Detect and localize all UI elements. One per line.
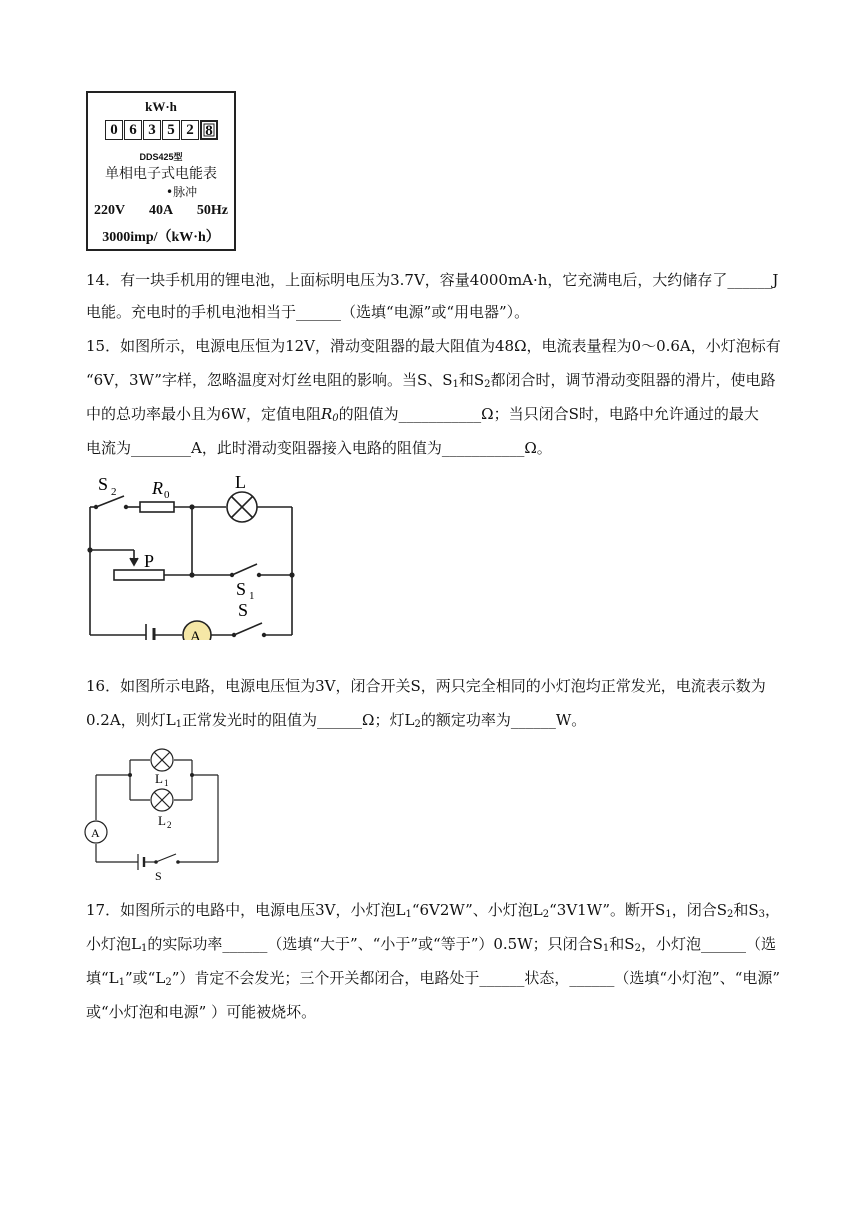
label-r0: R — [152, 478, 163, 498]
label-l1-sub: 1 — [164, 778, 169, 788]
q16-text: 0.2A，则灯L — [86, 711, 176, 729]
label-switch-s: S — [155, 869, 162, 882]
subscript: 2 — [484, 379, 491, 390]
q17-text: 17．如图所示的电路中，电源电压3V，小灯泡L — [86, 901, 406, 919]
r0-symbol: R — [320, 405, 333, 423]
meter-type: 单相电子式电能表 — [105, 166, 217, 182]
meter-pulse-indicator: •脉冲 — [166, 185, 198, 199]
question-15-line-3 — [86, 404, 786, 424]
circuit-diagram-15 — [82, 470, 302, 640]
subscript: 1 — [140, 943, 148, 954]
switch-s-blade — [234, 623, 262, 635]
circuit-diagram-16 — [82, 742, 232, 882]
label-lamp: L — [235, 472, 246, 492]
q17-text: ， — [765, 901, 781, 919]
meter-digit: 3 — [143, 120, 161, 140]
question-17-line-2 — [86, 934, 786, 954]
meter-voltage: 220V — [94, 203, 126, 218]
q17-text: 的实际功率______（选填“大于”、“小于”或“等于”）0.5W；只闭合S — [147, 935, 603, 953]
label-r0-sub: 0 — [164, 489, 170, 501]
meter-current: 40A — [148, 203, 174, 218]
meter-digits — [105, 120, 221, 142]
subscript: 1 — [602, 943, 610, 954]
question-14-line-1: 14．有一块手机用的锂电池，上面标明电压为3.7V，容量4000mA·h，它充满电后，大约储存了______J — [86, 271, 779, 289]
question-16-line-1: 16．如图所示电路，电源电压恒为3V，闭合开关S，两只完全相同的小灯泡均正常发光，电流表示数为 — [86, 677, 766, 695]
q16-text: 的额定功率为______W。 — [420, 711, 587, 729]
label-ammeter: A — [91, 826, 100, 840]
subscript: 2 — [414, 719, 421, 730]
subscript: 0 — [332, 413, 339, 424]
label-l1: L — [155, 771, 163, 786]
q17-text: “6V2W”、小灯泡L — [411, 901, 543, 919]
label-s1: S — [236, 579, 247, 599]
meter-digit: 5 — [162, 120, 180, 140]
meter-unit: kW·h — [145, 99, 177, 114]
q17-text: 填“L — [86, 969, 119, 987]
subscript: 2 — [727, 909, 734, 920]
question-15-line-1: 15．如图所示，电源电压恒为12V，滑动变阻器的最大阻值为48Ω，电流表量程为0～0.6A，小灯泡标有 — [86, 337, 781, 355]
label-ammeter: A — [190, 629, 201, 640]
energy-meter-figure — [86, 91, 236, 251]
label-l2-sub: 2 — [167, 820, 172, 830]
q17-text: ，闭合S — [671, 901, 727, 919]
subscript: 2 — [165, 977, 172, 988]
meter-frequency: 50Hz — [196, 203, 228, 218]
subscript: 3 — [758, 909, 766, 920]
q15-text: 和S — [458, 371, 485, 389]
label-s2-sub: 2 — [111, 486, 117, 498]
meter-digit: 0 — [105, 120, 123, 140]
q15-text: 中的总功率最小且为6W，定值电阻 — [86, 405, 321, 423]
label-l2: L — [158, 813, 166, 828]
q17-text: “3V1W”。断开S — [549, 901, 666, 919]
subscript: 1 — [118, 977, 126, 988]
resistor-r0 — [140, 502, 174, 512]
q17-text: 和S — [733, 901, 759, 919]
meter-model: DDS425型 — [139, 152, 183, 162]
question-15-line-4: 电流为________A，此时滑动变阻器接入电路的阻值为___________Ω。 — [86, 439, 552, 457]
q17-text: 和S — [609, 935, 635, 953]
question-17-line-3 — [86, 968, 786, 988]
q15-text: 的阻值为___________Ω；当只闭合S时，电路中允许通过的最大 — [338, 405, 759, 423]
q17-text: ，小灯泡______（选 — [640, 935, 776, 953]
subscript: 1 — [665, 909, 672, 920]
meter-digit: 6 — [124, 120, 142, 140]
label-s2: S — [98, 474, 109, 494]
question-14-line-2: 电能。充电时的手机电池相当于______（选填“电源”或“用电器”）。 — [86, 303, 530, 321]
subscript: 2 — [634, 943, 641, 954]
q17-text: ”或“L — [125, 969, 166, 987]
question-17-line-1 — [86, 900, 786, 920]
subscript: 1 — [175, 719, 183, 730]
q15-text: “6V，3W”字样，忽略温度对灯丝电阻的影响。当S、S — [86, 371, 453, 389]
subscript: 1 — [405, 909, 412, 920]
meter-digit-decimal: 8 — [200, 120, 218, 140]
q15-text: 都闭合时，调节滑动变阻器的滑片，使电路 — [490, 371, 776, 389]
q17-text: 小灯泡L — [86, 935, 141, 953]
question-17-line-4: 或“小灯泡和电源” ）可能被烧坏。 — [86, 1003, 317, 1021]
meter-digit: 2 — [181, 120, 199, 140]
q17-text: ”）肯定不会发光；三个开关都闭合，电路处于______状态，______（选填“小灯泡”、“电源” — [171, 969, 781, 987]
switch-s2-blade — [96, 496, 124, 507]
question-15-line-2 — [86, 370, 786, 390]
switch-s-blade — [156, 854, 176, 862]
switch-s1-blade — [232, 564, 257, 575]
subscript: 1 — [452, 379, 459, 390]
label-slider-p: P — [144, 551, 155, 571]
q16-text: 正常发光时的阻值为______Ω；灯L — [182, 711, 415, 729]
subscript: 2 — [542, 909, 550, 920]
label-s1-sub: 1 — [249, 590, 255, 602]
question-16-line-2 — [86, 710, 786, 730]
label-switch-s: S — [238, 600, 249, 620]
rheostat — [114, 570, 164, 580]
meter-specs — [94, 203, 228, 219]
meter-constant: 3000imp/（kW·h） — [102, 230, 220, 245]
